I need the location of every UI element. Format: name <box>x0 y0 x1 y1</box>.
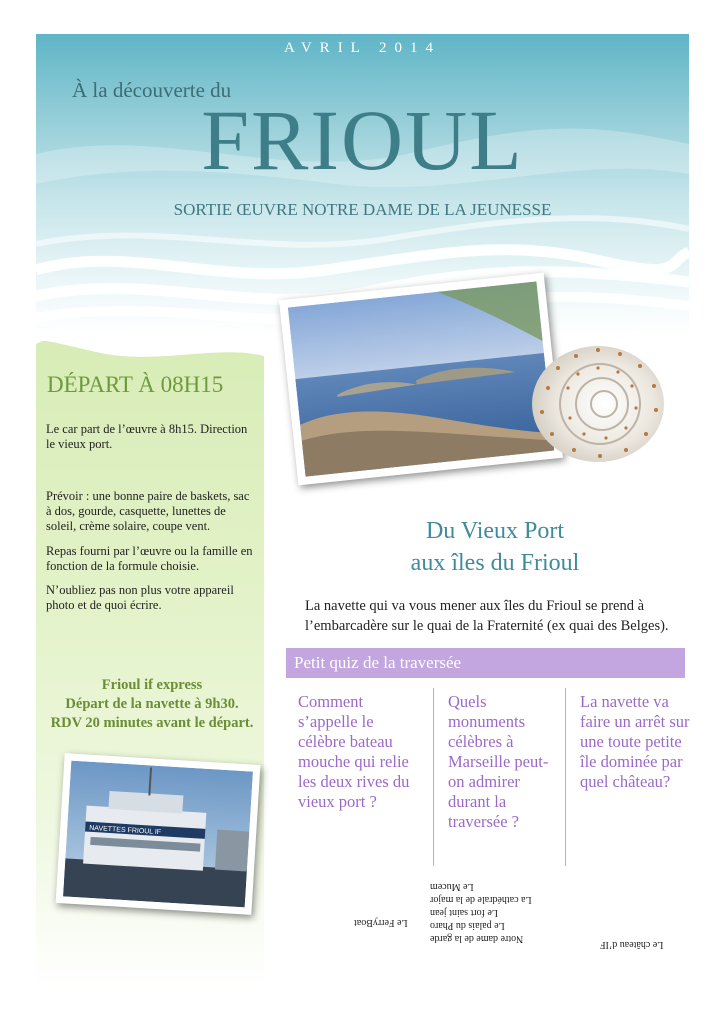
quiz-question-1: Comment s’appelle le célèbre bateau mouche qui relie les deux rives du vieux port ? <box>298 692 410 811</box>
answer-line: Notre dame de la garde <box>430 933 524 944</box>
shuttle-info <box>46 676 258 733</box>
intro-text: La navette qui va vous mener aux îles du Frioul se prend à l’embarcadère sur le quai de la Fraternité (ex quai des Belges). <box>305 598 669 634</box>
quiz-divider <box>565 688 566 866</box>
meeting-time: RDV 20 minutes avant le départ. <box>50 715 254 731</box>
answer-line: La cathédrale de la major <box>430 894 532 905</box>
pretitle: À la découverte du <box>72 78 232 102</box>
seashell-image <box>518 338 668 468</box>
islands-image <box>288 281 554 476</box>
page-subtitle: SORTIE ŒUVRE NOTRE DAME DE LA JEUNESSE <box>173 200 552 219</box>
sidebar-wave <box>36 330 264 370</box>
quiz-title: Petit quiz de la traversée <box>294 653 462 672</box>
answer-line: Le palais du Pharo <box>430 920 505 931</box>
answer-line: Le Mucem <box>430 881 474 892</box>
boat-sign: NAVETTES FRIOUL IF <box>89 824 162 837</box>
section-title-line1: Du Vieux Port <box>425 518 565 544</box>
boat-image <box>63 761 253 908</box>
quiz-answer-3: Le château d’IF <box>600 939 664 950</box>
page-title: FRIOUL <box>201 92 524 188</box>
section-title-line2: aux îles du Frioul <box>410 550 580 576</box>
camera-reminder: N’oubliez pas non plus votre appareil photo et de quoi écrire. <box>46 583 234 612</box>
quiz-answer-1: Le FerryBoat <box>354 917 408 928</box>
departure-text: Le car part de l’œuvre à 8h15. Direction le vieux port. <box>46 422 248 451</box>
quiz-question-2: Quels monuments célèbres à Marseille peut-on admirer durant la traversée ? <box>448 692 549 831</box>
packing-list: Prévoir : une bonne paire de baskets, sac à dos, gourde, casquette, lunettes de soleil, crème solaire, coupe vent. <box>46 489 250 533</box>
boat-photo <box>56 753 261 915</box>
quiz-divider <box>433 688 434 866</box>
meal-info: Repas fourni par l’œuvre ou la famille en fonction de la formule choisie. <box>46 544 253 573</box>
answer-line: Le fort saint jean <box>430 907 499 918</box>
shuttle-departure: Départ de la navette à 9h30. <box>65 696 239 712</box>
quiz-question-3: La navette va faire un arrêt sur une toute petite île dominée par quel château? <box>580 692 690 791</box>
quiz-answer-2 <box>430 880 560 945</box>
departure-heading: DÉPART À 08H15 <box>47 372 224 397</box>
shuttle-name: Frioul if express <box>101 677 203 693</box>
section-title <box>300 515 690 579</box>
issue-date: AVRIL 2014 <box>283 40 442 56</box>
